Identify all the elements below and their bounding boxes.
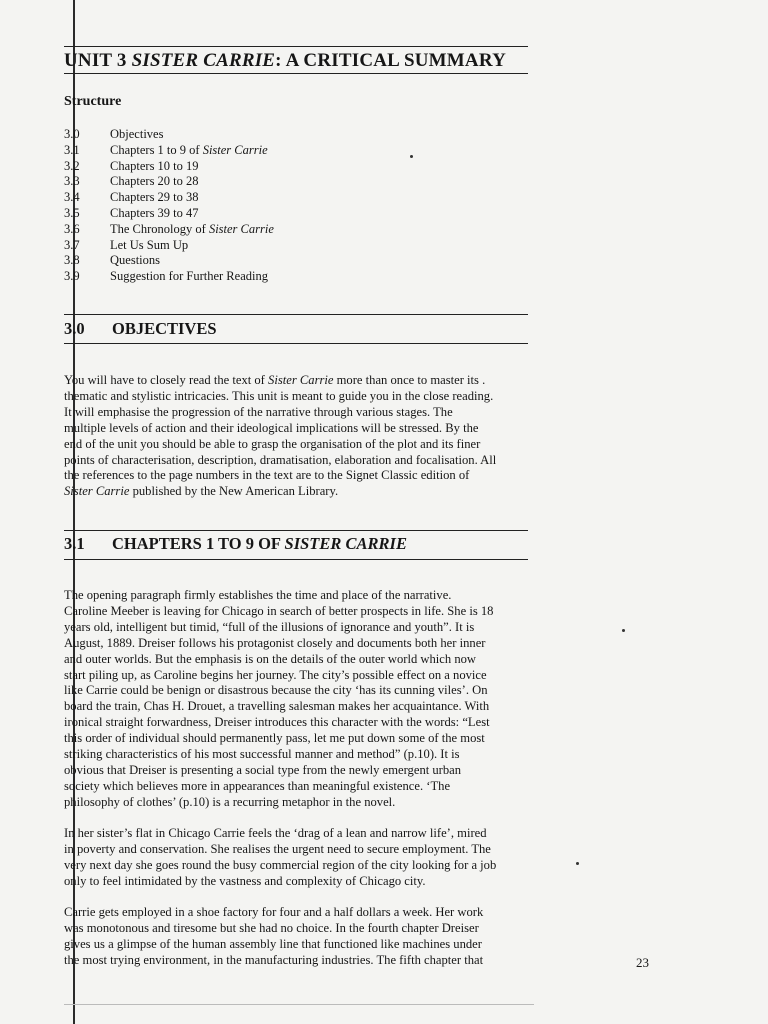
text-line: like Carrie could be benign or disastrous because the city ‘has its cunning viles’. On [64,683,488,698]
structure-item-label: Suggestion for Further Reading [110,269,268,284]
unit-prefix: UNIT 3 [64,50,132,71]
top-rule [64,46,528,47]
chapters-paragraph-2 [64,826,536,890]
text-line: You will have to closely read the text of Sister Carrie more than once to master its . [64,373,486,387]
text-line: August, 1889. Dreiser follows his protagonist closely and documents both her inner [64,635,486,650]
text-line: and outer worlds. But the emphasis is on the details of the outer world which now [64,651,477,666]
structure-item [64,127,484,143]
structure-item-label: Chapters 1 to 9 of Sister Carrie [110,142,268,157]
chapters-bottom-rule [64,559,528,560]
page-number: 23 [636,955,649,970]
structure-item [64,222,484,238]
text-line: multiple levels of action and their ideological implications will be stressed. By the [64,420,479,435]
structure-item-label: Questions [110,253,160,268]
structure-item-number: 3.3 [64,174,80,189]
structure-item-number: 3.1 [64,142,80,157]
unit-title [64,50,534,72]
scan-speck [410,155,413,158]
scan-speck [576,862,579,865]
chapters-heading-title: CHAPTERS 1 TO 9 OF [112,534,285,553]
structure-item-number: 3.4 [64,190,80,205]
structure-heading: Structure [64,94,122,109]
text-line: thematic and stylistic intricacies. This unit is meant to guide you in the close reading. [64,388,494,403]
title-underline [64,73,528,74]
text-line: Carrie gets employed in a shoe factory for four and a half dollars a week. Her work [64,905,484,919]
structure-item [64,159,484,175]
chapters-top-rule [64,530,528,531]
structure-item-number: 3.2 [64,158,80,173]
scan-speck [622,629,625,632]
text-line: society which believes more in appearances than meaningful existence. ‘The [64,778,451,793]
structure-item [64,143,484,159]
text-line: gives us a glimpse of the human assembly line that functioned like machines under [64,936,482,951]
objectives-heading-title: OBJECTIVES [112,319,217,338]
text-line: striking characteristics of his most successful manner and method” (p.10). It is [64,747,460,762]
objectives-paragraph [64,373,536,500]
structure-item-label: Chapters 29 to 38 [110,190,199,205]
text-line: years old, intelligent but timid, “full of the illusions of ignorance and youth”. It is [64,619,475,634]
text-line: was monotonous and tiresome but she had no choice. In the fourth chapter Dreiser [64,920,479,935]
structure-item-number: 3.7 [64,237,80,252]
structure-item [64,206,484,222]
structure-item-label: The Chronology of Sister Carrie [110,221,274,236]
text-line: this order of individual should permanently pass, let me put down some of the most [64,731,485,746]
text-line: ironical straight forwardness, Dreiser introduces this character with the words: “Lest [64,715,490,730]
text-line: in poverty and conservation. She realises the urgent need to secure employment. The [64,841,491,856]
text-line: the most trying environment, in the manufacturing industries. The fifth chapter that [64,952,484,967]
text-line: only to feel intimidated by the vastness and complexity of Chicago city. [64,873,426,888]
structure-item [64,238,484,254]
objectives-top-rule [64,314,528,315]
structure-item [64,174,484,190]
structure-item [64,190,484,206]
chapters-paragraph-1 [64,588,536,811]
structure-item-number: 3.6 [64,221,80,236]
objectives-bottom-rule [64,343,528,344]
text-line: end of the unit you should be able to grasp the organisation of the plot and its finer [64,436,481,451]
structure-item-number: 3.0 [64,127,80,141]
structure-item [64,269,484,285]
text-line: The opening paragraph firmly establishes the time and place of the narrative. [64,588,452,602]
structure-item-number: 3.9 [64,269,80,284]
structure-item-label: Let Us Sum Up [110,237,189,252]
structure-item-label: Chapters 20 to 28 [110,174,199,189]
objectives-heading-number: 3.0 [64,319,85,338]
text-line: board the train, Chas H. Drouet, a travelling salesman makes her acquaintance. With [64,699,490,714]
text-line: obvious that Dreiser is presenting a social type from the newly emergent urban [64,762,462,777]
bottom-scan-line [64,1004,534,1005]
text-line: philosophy of clothes’ (p.10) is a recurring metaphor in the novel. [64,794,396,809]
text-line: Sister Carrie published by the New American Library. [64,484,339,499]
structure-list [64,127,484,285]
text-line: start piling up, as Caroline begins her journey. The city’s possible effect on a novice [64,667,487,682]
text-line: points of characterisation, description, dramatisation, elaboration and focalisation. All [64,452,497,467]
structure-item-number: 3.8 [64,253,80,268]
text-line: very next day she goes round the busy commercial region of the city looking for a job [64,857,497,872]
chapters-heading-title-italic: SISTER CARRIE [284,534,407,553]
chapters-paragraph-3 [64,905,536,969]
text-line: the references to the page numbers in the text are to the Signet Classic edition of [64,468,470,483]
text-line: Caroline Meeber is leaving for Chicago in search of better prospects in life. She is 18 [64,603,494,618]
structure-item-label: Chapters 39 to 47 [110,205,199,220]
structure-item-label: Objectives [110,127,164,141]
chapters-heading-number: 3.1 [64,534,85,553]
text-line: In her sister’s flat in Chicago Carrie feels the ‘drag of a lean and narrow life’, mired [64,826,487,840]
text-line: It will emphasise the progression of the narrative through various stages. The [64,404,453,419]
chapters-heading [64,534,407,554]
structure-item-number: 3.5 [64,205,80,220]
unit-title-rest: : A CRITICAL SUMMARY [275,50,506,71]
objectives-heading [64,319,217,339]
unit-title-italic: SISTER CARRIE [131,50,276,71]
structure-item [64,253,484,269]
structure-item-label: Chapters 10 to 19 [110,158,199,173]
